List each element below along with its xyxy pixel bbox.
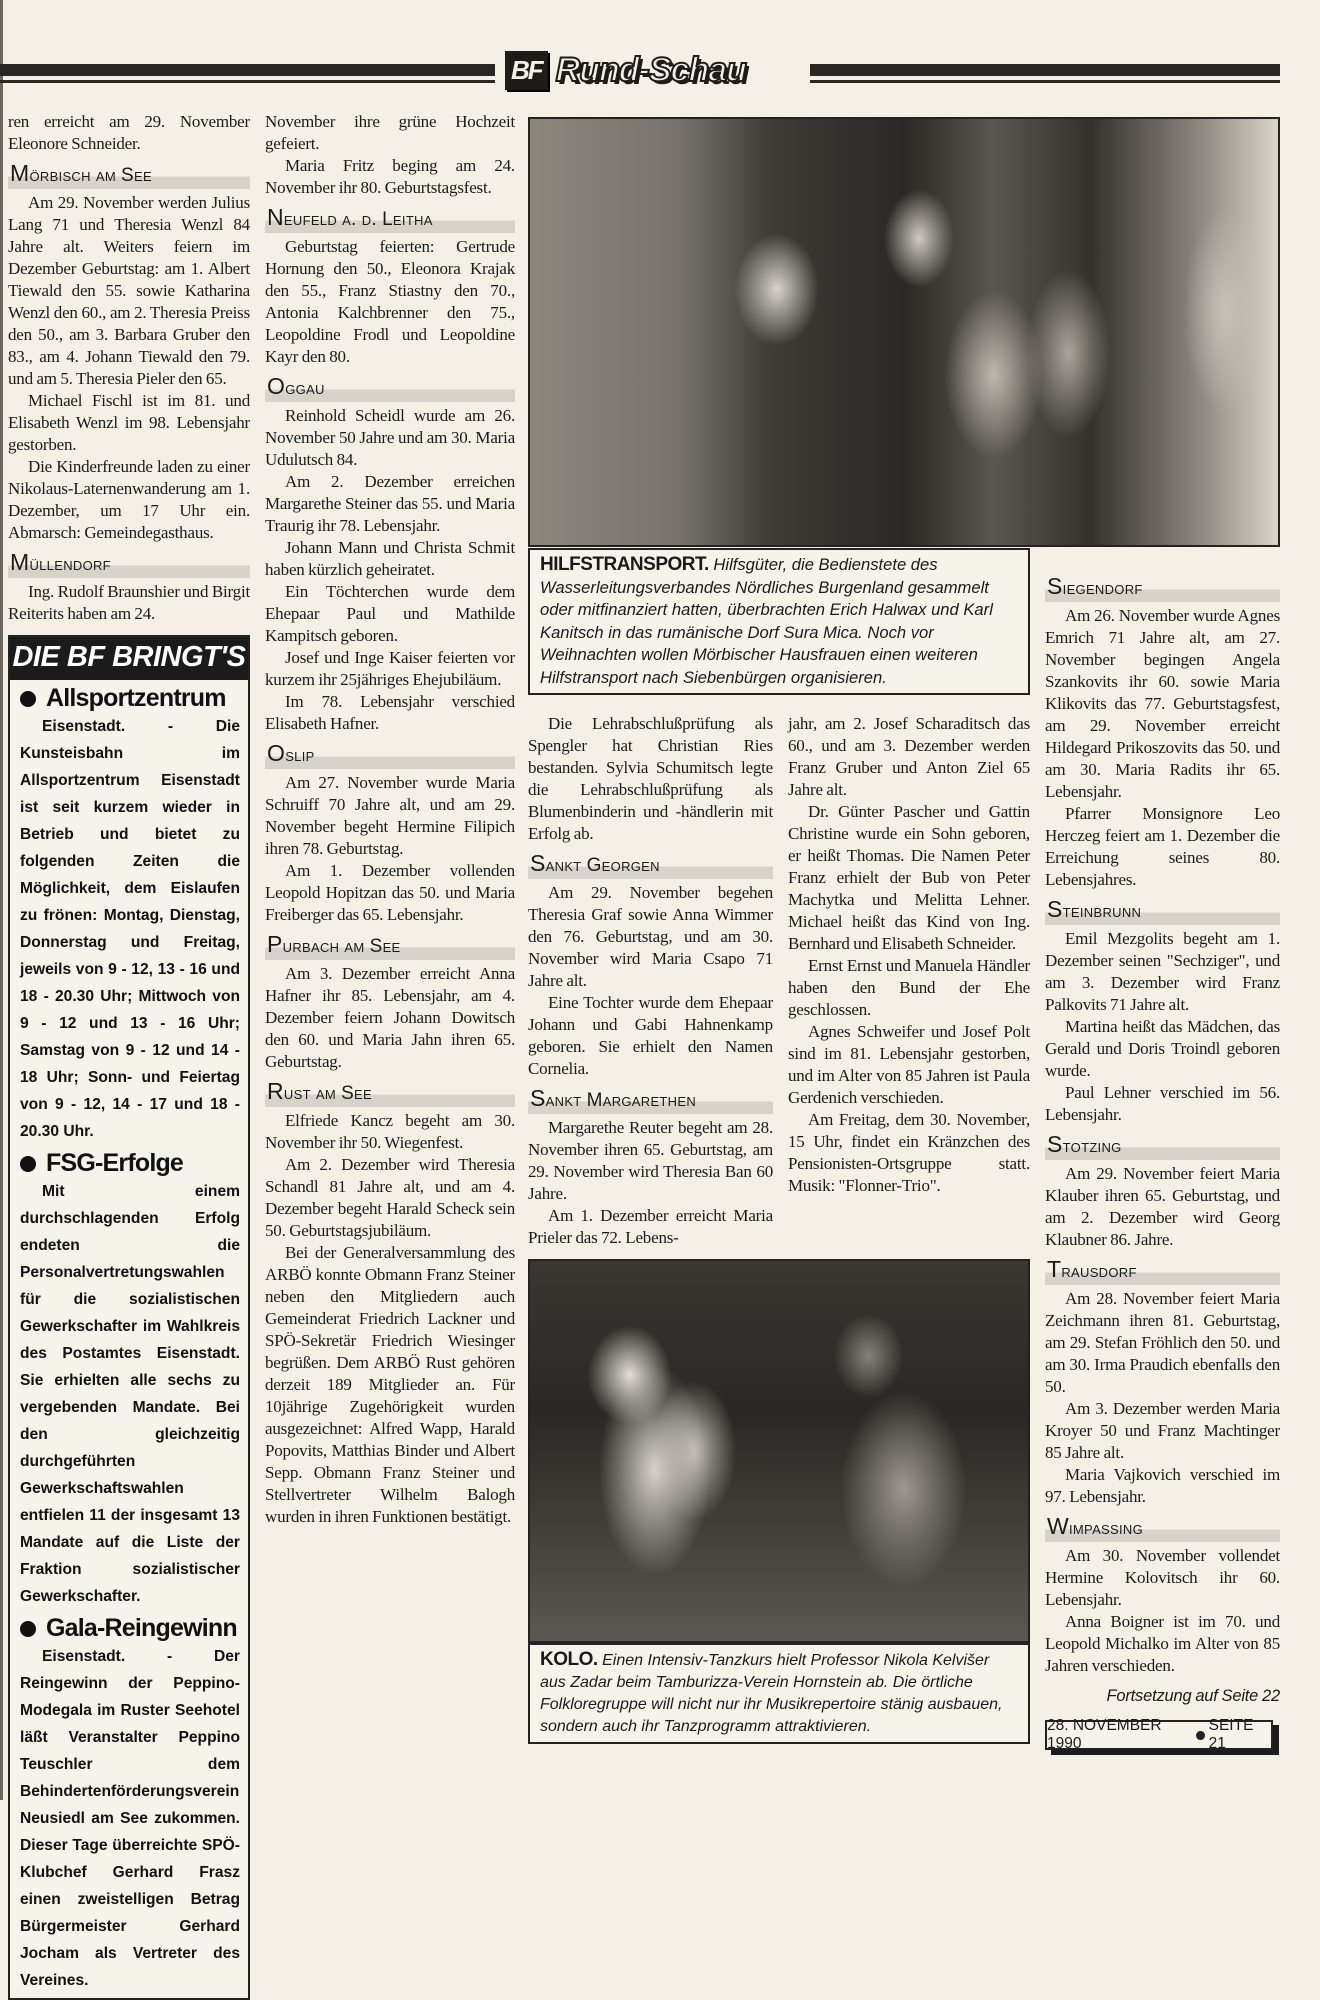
- header-rule-right-thin: [810, 80, 1280, 83]
- caption-lead: HILFSTRANSPORT.: [540, 554, 709, 575]
- article-paragraph: Pfarrer Monsignore Leo Herczeg feiert am 1. Dezember die Erreichung seines 80. Lebensjahres.: [1045, 804, 1280, 889]
- section-title: Rund-Schau: [555, 50, 746, 89]
- lower-center-stack: [528, 713, 1030, 1744]
- town-heading: Neufeld a. d. Leitha: [265, 205, 515, 233]
- article-paragraph: Ing. Rudolf Braunshier und Birgit Reiterits haben am 24.: [8, 582, 250, 623]
- bf-logo: BF: [505, 51, 548, 90]
- article-paragraph: Reinhold Scheidl wurde am 26. November 50 Jahre und am 30. Maria Udulutsch 84.: [265, 406, 515, 469]
- article-paragraph: November ihre grüne Hochzeit gefeiert.: [265, 112, 515, 153]
- article-paragraph: Die Lehrabschlußprüfung als Spengler hat Christian Ries bestanden. Sylvia Schumitsch legte die Lehrabschlußprüfung als Blumenbinderin und -händlerin mit Erfolg ab.: [528, 714, 773, 843]
- town-heading: Trausdorf: [1045, 1257, 1280, 1285]
- article-paragraph: ren erreicht am 29. November Eleonore Schneider.: [8, 112, 250, 153]
- article-paragraph: jahr, am 2. Josef Scharaditsch das 60., und am 3. Dezember werden Franz Gruber und Anton Ziel 65 Jahre alt.: [788, 714, 1030, 799]
- article-paragraph: Am 28. November feiert Maria Zeichmann ihren 81. Geburtstag, am 29. Stefan Fröhlich den 50. und am 30. Irma Praudich ebenfalls den 50.: [1045, 1289, 1280, 1396]
- article-paragraph: Am 27. November wurde Maria Schruiff 70 Jahre alt, und am 29. November begeht Hermine Filipich ihren 78. Geburtstag.: [265, 773, 515, 858]
- sidebar-item-title: Allsportzentrum: [46, 684, 226, 712]
- town-heading: Mörbisch am See: [8, 161, 250, 189]
- article-paragraph: Am 29. November begehen Theresia Graf sowie Anna Wimmer den 76. Geburtstag, und am 30. November wird Maria Csapo 71 Jahre alt.: [528, 883, 773, 990]
- article-paragraph: Im 78. Lebensjahr verschied Elisabeth Hafner.: [265, 692, 515, 733]
- article-paragraph: Am Freitag, dem 30. November, 15 Uhr, findet ein Kränzchen des Pensionisten-Ortsgruppe statt. Musik: "Flonner-Trio".: [788, 1110, 1030, 1195]
- sidebar-title: DIE BF BRINGT'S: [10, 637, 248, 680]
- page-edge: [0, 0, 3, 1800]
- sidebar-item-text: Mit einem durchschlagenden Erfolg endeten die Personalvertretungswahlen für die sozialistischen Gewerkschafter im Wahlkreis des Postamtes Eisenstadt. Sie erhielten alle sechs zu vergebenden Mandate. Bei den gleichzeitig durchgeführten Gewerkschaftswahlen entfielen 11 der insgesamt 13 Mandate auf die Liste der Fraktion sozialistischer Gewerkschafter.: [20, 1183, 240, 1605]
- sidebar-item-heading: [20, 1614, 240, 1643]
- caption-lead: KOLO.: [540, 1649, 598, 1670]
- column-5: [1045, 574, 1280, 1706]
- photo-caption-kolo: [528, 1643, 1030, 1744]
- lower-columns: [528, 713, 1030, 1249]
- article-paragraph: Maria Vajkovich verschied im 97. Lebensjahr.: [1045, 1465, 1280, 1506]
- photo-hilfstransport: [528, 117, 1280, 547]
- continued-note: Fortsetzung auf Seite 22: [1106, 1687, 1280, 1705]
- article-paragraph: Emil Mezgolits begeht am 1. Dezember seinen "Sechziger", und am 3. Dezember wird Franz Palkovits 71 Jahre alt.: [1045, 929, 1280, 1014]
- article-paragraph: Dr. Günter Pascher und Gattin Christine wurde ein Sohn geboren, er heißt Thomas. Die Namen Peter Franz erhielt der Bub von Peter Machytka und Melitta Lehner. Michael heißt das Kind von Ing. Bernhard und Elisabeth Schneider.: [788, 802, 1030, 953]
- article-paragraph: Agnes Schweifer und Josef Polt sind im 81. Lebensjahr gestorben, und im Alter von 85 Jahren ist Paula Gerdenich verschieden.: [788, 1022, 1030, 1107]
- article-paragraph: Ein Töchterchen wurde dem Ehepaar Paul und Mathilde Kampitsch geboren.: [265, 582, 515, 645]
- header-rule-left-thin: [0, 80, 495, 83]
- article-paragraph: Am 1. Dezember vollenden Leopold Hopitzan das 50. und Maria Freiberger das 65. Lebensjahr.: [265, 861, 515, 924]
- article-paragraph: Elfriede Kancz begeht am 30. November ihr 50. Wiegenfest.: [265, 1111, 515, 1152]
- issue-date: 28. NOVEMBER 1990: [1047, 1717, 1162, 1752]
- bullet-icon: [20, 1156, 36, 1172]
- article-paragraph: Bei der Generalversammlung des ARBÖ konnte Obmann Franz Steiner neben den Mitgliedern auch Gemeinderat Friedrich Lackner und SPÖ-Sekretär Friedrich Wiesinger begrüßen. Dem ARBÖ Rust gehören derzeit 189 Mitglieder an. Für 10jährige Zugehörigkeit wurden ausgezeichnet: Alfred Wapp, Harald Popovits, Matthias Binder und Albert Sepp. Obmann Franz Steiner und Stellvertreter Wilhelm Balogh wurden in ihren Funktionen bestätigt.: [265, 1243, 515, 1526]
- section-masthead: [505, 48, 805, 92]
- article-paragraph: Am 3. Dezember erreicht Anna Hafner ihr 85. Lebensjahr, am 4. Dezember feiern Johann Dowitsch den 60. und Maria Jahn ihren 65. Geburtstag.: [265, 964, 515, 1071]
- town-heading: Siegendorf: [1045, 574, 1280, 602]
- article-paragraph: Ernst Ernst und Manuela Händler haben den Bund der Ehe geschlossen.: [788, 956, 1030, 1019]
- sidebar-body: [10, 684, 248, 1998]
- town-heading: Sankt Margarethen: [528, 1086, 773, 1114]
- article-paragraph: Am 3. Dezember werden Maria Kroyer 50 und Franz Machtinger 85 Jahre alt.: [1045, 1399, 1280, 1462]
- town-heading: Oggau: [265, 374, 515, 402]
- column-2: [265, 111, 515, 1528]
- sidebar-item-heading: [20, 1149, 240, 1178]
- right-stack: [1045, 568, 1280, 1750]
- sidebar-box: [8, 635, 250, 2000]
- header-rule-right: [810, 64, 1280, 76]
- caption-text: Hilfsgüter, die Bedienstete des Wasserleitungsverbandes Nördliches Burgenland gesammelt oder mitfinanziert hatten, überbrachten Erich Halwax und Karl Kanitsch in das rumänische Dorf Sura Mica. Noch vor Weihnachten wollen Mörbischer Hausfrauen einen weiteren Hilfstransport nach Siebenbürgen organisieren.: [540, 555, 993, 687]
- sidebar-item-heading: [20, 684, 240, 713]
- town-heading: Müllendorf: [8, 550, 250, 578]
- article-paragraph: Eine Tochter wurde dem Ehepaar Johann und Gabi Hahnenkamp geboren. Sie erhielt den Namen Cornelia.: [528, 993, 773, 1078]
- article-paragraph: Martina heißt das Mädchen, das Gerald und Doris Troindl geboren wurde.: [1045, 1017, 1280, 1080]
- town-heading: Rust am See: [265, 1079, 515, 1107]
- sidebar-item-title: FSG-Erfolge: [46, 1149, 184, 1177]
- sidebar-item-text: Eisenstadt. - Der Reingewinn der Peppino-Modegala im Ruster Seehotel läßt Veranstalter Peppino Teuschler dem Behindertenförderungsverein Neusiedl am See zukommen. Dieser Tage überreichte SPÖ-Klubchef Gerhard Frasz einen zweistelligen Betrag Bürgermeister Gerhard Jocham als Vertreter des Vereines.: [20, 1648, 240, 1989]
- header-rule-left: [0, 64, 495, 76]
- sidebar-item-title: Gala-Reingewinn: [46, 1614, 237, 1642]
- article-paragraph: Am 29. November werden Julius Lang 71 und Theresia Wenzl 84 Jahre alt. Weiters feiern im Dezember Geburtstag: am 1. Albert Tiewald den 55. sowie Katharina Wenzl den 60., am 2. Theresia Preiss den 50., am 3. Barbara Gruber den 83., am 4. Johann Tiewald den 79. und am 5. Theresia Pieler den 65.: [8, 193, 250, 388]
- photo-caption-hilfstransport: [528, 548, 1030, 695]
- article-paragraph: Am 26. November wurde Agnes Emrich 71 Jahre alt, am 27. November begingen Angela Szankovits ihr 60. sowie Maria Klikovits das 77. Geburtstagsfest, am 29. November erreicht Hildegard Prikoszovits das 50. und am 30. Maria Radits ihr 65. Lebensjahr.: [1045, 606, 1280, 801]
- middle-stack: [265, 111, 515, 1528]
- article-paragraph: Am 1. Dezember erreicht Maria Prieler das 72. Lebens-: [528, 1206, 773, 1247]
- article-paragraph: Am 29. November feiert Maria Klauber ihren 65. Geburtstag, und am 2. Dezember wird Georg Klaubner 86. Jahre.: [1045, 1164, 1280, 1249]
- article-paragraph: Paul Lehner verschied im 56. Lebensjahr.: [1045, 1083, 1280, 1124]
- left-stack: [8, 111, 250, 2000]
- article-paragraph: Am 2. Dezember wird Theresia Schandl 81 Jahre alt, und am 4. Dezember begeht Harald Scheck sein 50. Geburtstagsjubiläum.: [265, 1155, 515, 1240]
- column-1: [8, 111, 250, 625]
- town-heading: Steinbrunn: [1045, 897, 1280, 925]
- article-paragraph: Margarethe Reuter begeht am 28. November ihren 65. Geburtstag, am 29. November wird Theresia Ban 60 Jahre.: [528, 1118, 773, 1203]
- bullet-icon: [20, 1621, 36, 1637]
- town-heading: Purbach am See: [265, 932, 515, 960]
- photo-kolo: [528, 1259, 1030, 1643]
- column-4: [788, 713, 1030, 1249]
- article-paragraph: Anna Boigner ist im 70. und Leopold Michalko im Alter von 85 Jahren verschieden.: [1045, 1612, 1280, 1675]
- page-footer-date: [1045, 1717, 1273, 1752]
- bullet-icon: [20, 691, 36, 707]
- article-paragraph: Johann Mann und Christa Schmit haben kürzlich geheiratet.: [265, 538, 515, 579]
- bullet-icon: [1196, 1731, 1204, 1740]
- article-paragraph: Josef und Inge Kaiser feierten vor kurzem ihr 25jähriges Ehejubiläum.: [265, 648, 515, 689]
- page-number: SEITE 21: [1208, 1717, 1254, 1752]
- column-3: [528, 713, 773, 1249]
- sidebar-item-text: Eisenstadt. - Die Kunsteisbahn im Allsportzentrum Eisenstadt ist seit kurzem wieder in Betrieb und bietet zu folgenden Zeiten die Möglichkeit, dem Eislaufen zu frönen: Montag, Dienstag, Donnerstag und Freitag, jeweils von 9 - 12, 13 - 16 und 18 - 20.30 Uhr; Mittwoch von 9 - 12 und 13 - 16 Uhr; Samstag von 9 - 12 und 14 - 18 Uhr; Sonn- und Feiertag von 9 - 12, 14 - 17 und 18 - 20.30 Uhr.: [20, 718, 240, 1140]
- town-heading: Oslip: [265, 741, 515, 769]
- article-paragraph: Geburtstag feierten: Gertrude Hornung den 50., Eleonora Krajak den 55., Franz Stiastny den 70., Antonia Kalchbrenner den 75., Leopoldine Frodl und Leopoldine Kayr den 80.: [265, 237, 515, 366]
- caption-text: Einen Intensiv-Tanzkurs hielt Professor Nikola Kelvišer aus Zadar beim Tamburizza-Verein Hornstein ab. Die örtliche Folkloregruppe will nicht nur ihr Musikrepertoire stänig ausbauen, sondern auch ihr Tanzprogramm attraktivieren.: [540, 1652, 1003, 1735]
- town-heading: Stotzing: [1045, 1132, 1280, 1160]
- article-paragraph: Maria Fritz beging am 24. November ihr 80. Geburtstagsfest.: [265, 156, 515, 197]
- town-heading: Sankt Georgen: [528, 851, 773, 879]
- article-paragraph: Michael Fischl ist im 81. und Elisabeth Wenzl im 98. Lebensjahr gestorben.: [8, 391, 250, 454]
- article-paragraph: Die Kinderfreunde laden zu einer Nikolaus-Laternenwanderung am 1. Dezember, um 17 Uhr ein. Abmarsch: Gemeindegasthaus.: [8, 457, 250, 542]
- article-paragraph: Am 30. November vollendet Hermine Kolovitsch ihr 60. Lebensjahr.: [1045, 1546, 1280, 1609]
- article-paragraph: Am 2. Dezember erreichen Margarethe Steiner das 55. und Maria Traurig ihr 78. Lebensjahr.: [265, 472, 515, 535]
- town-heading: Wimpassing: [1045, 1514, 1280, 1542]
